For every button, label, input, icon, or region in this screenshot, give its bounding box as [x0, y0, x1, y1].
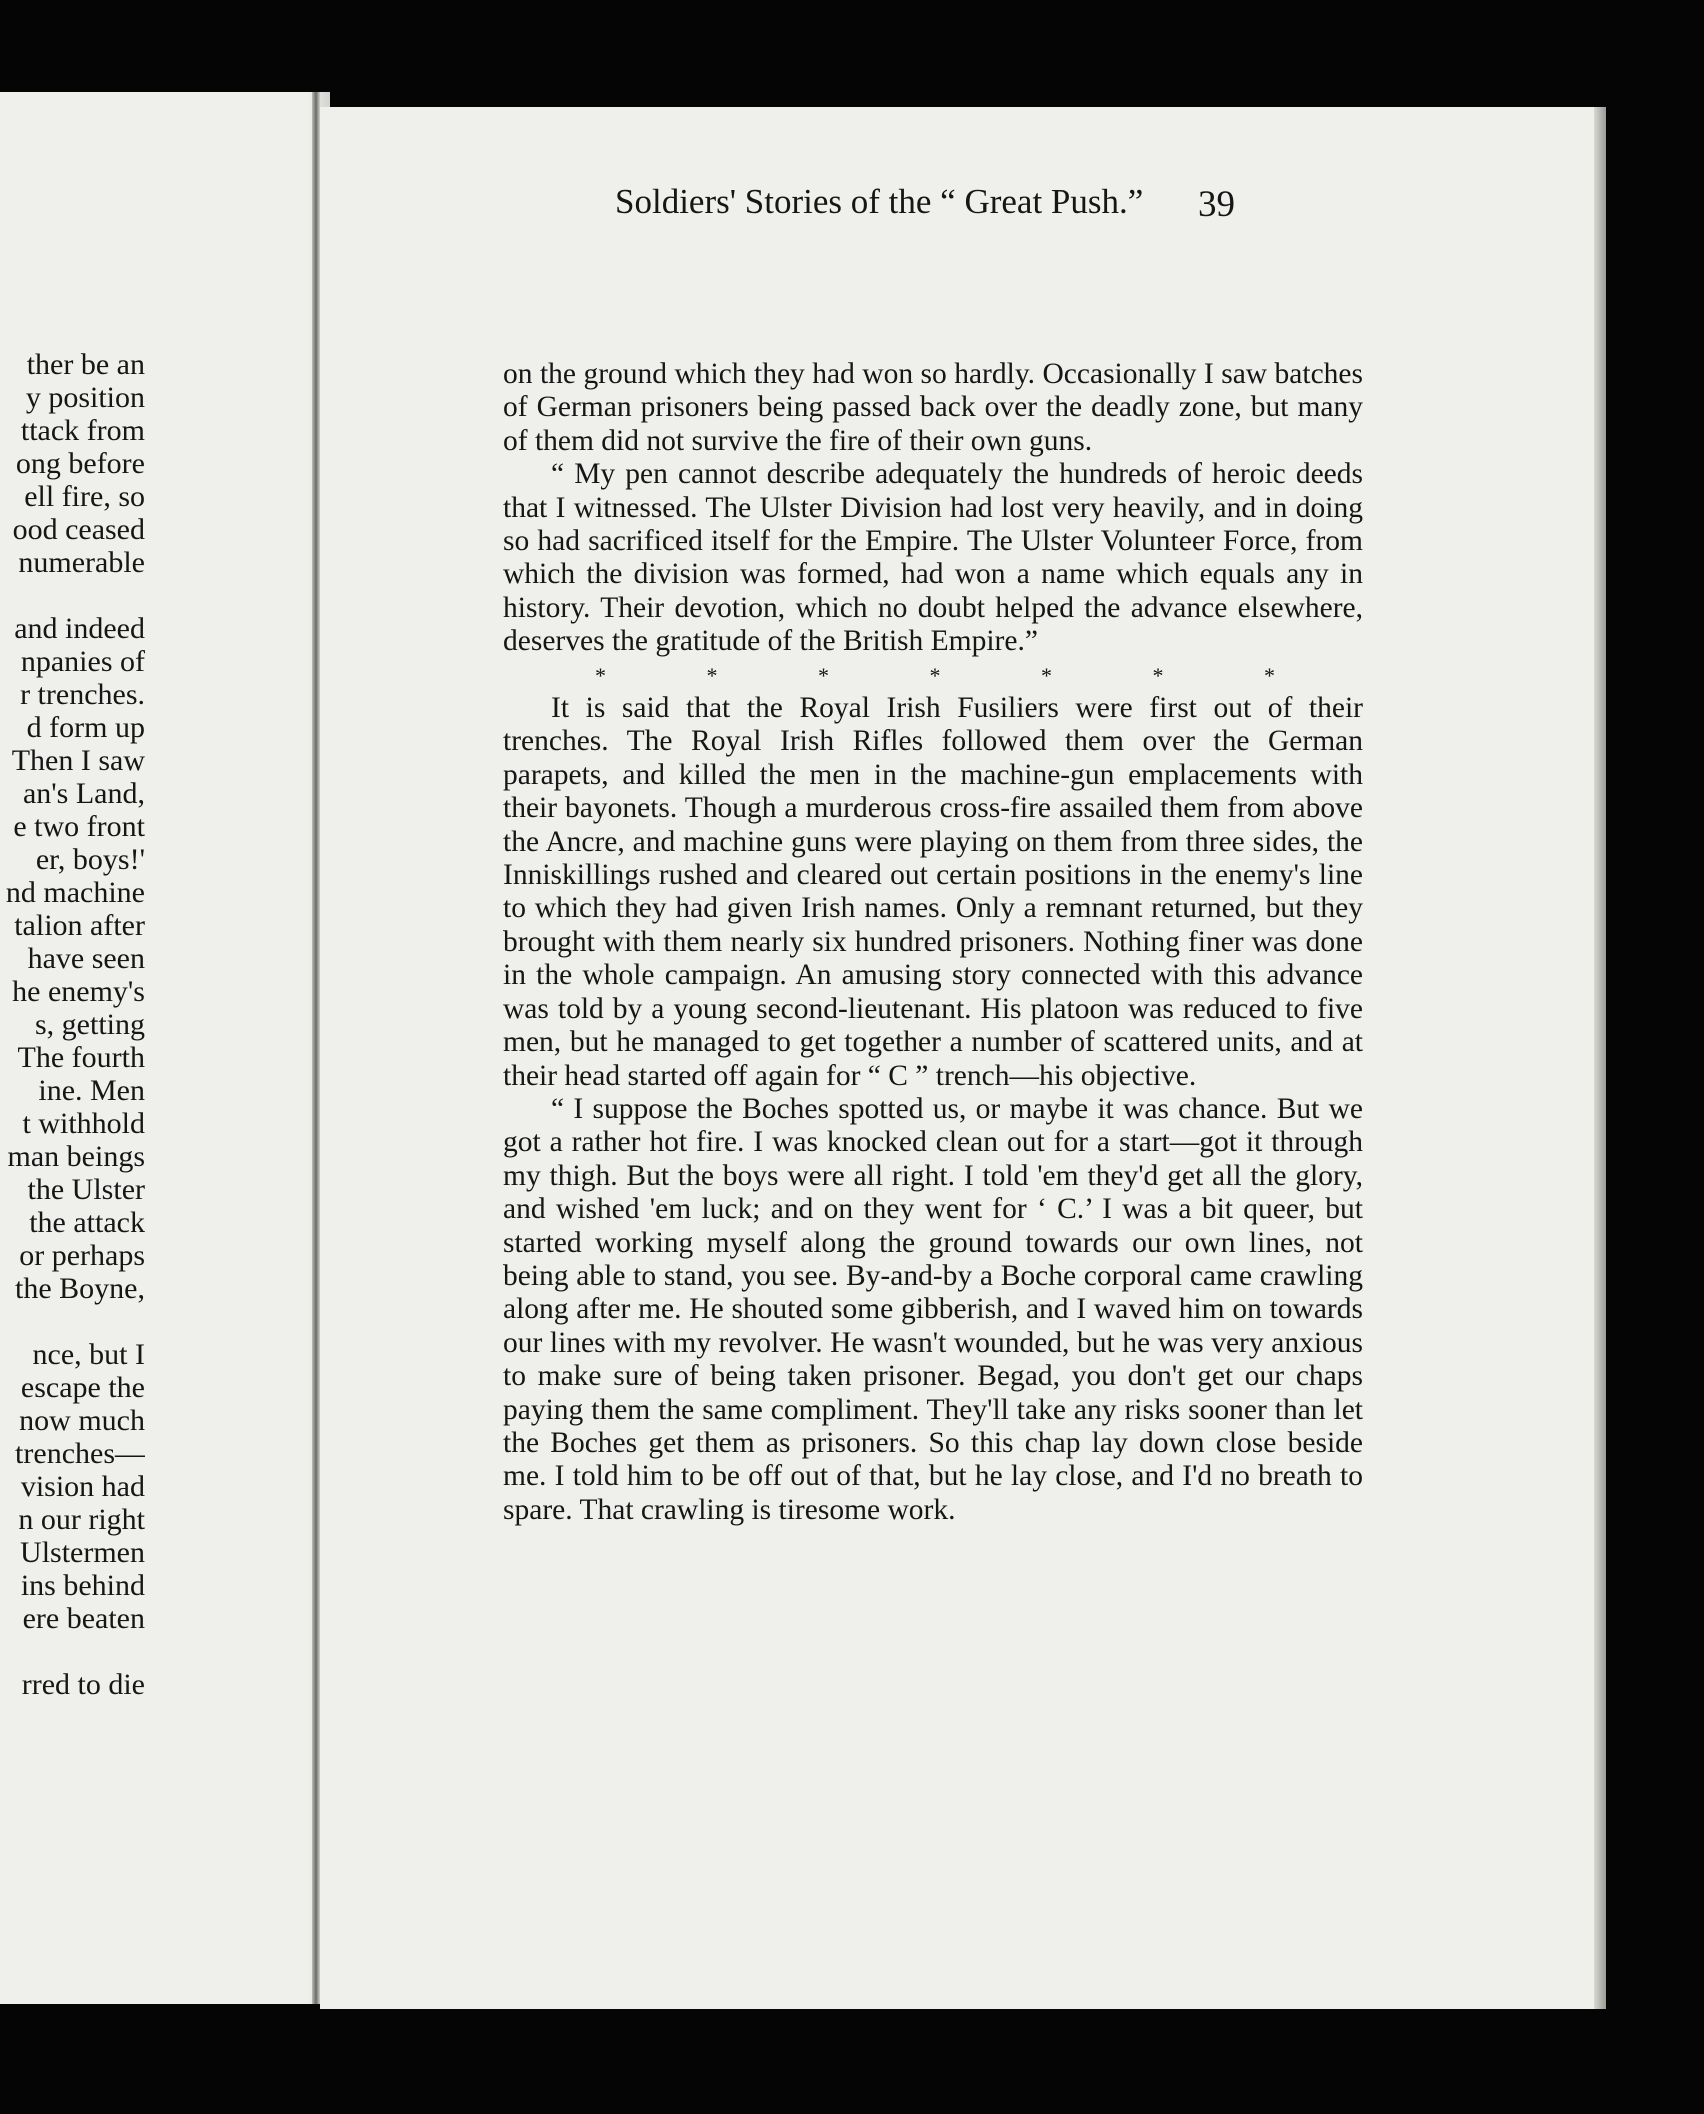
left-page-line: t withhold: [22, 1107, 145, 1140]
left-page-line: ine. Men: [38, 1074, 145, 1107]
page-edge: [1594, 107, 1606, 2009]
body-text: [503, 358, 1363, 1527]
left-page-line: npanies of: [20, 645, 145, 678]
left-page-line: and indeed: [14, 612, 145, 645]
left-page-line: ther be an: [26, 348, 145, 381]
paragraph-quote-heroic-deeds: “ My pen cannot describe adequately the hundreds of heroic deeds that I witnessed. The Ulster Division had lost very heavily, and in doing so had sacrificed itself for the Empire. The Ulster Volunteer Force, from which the division was formed, had won a name which equals any in history. Their devotion, which no doubt helped the advance elsewhere, deserves the gratitude of the British Empire.”: [503, 458, 1363, 658]
section-break-star: *: [706, 662, 718, 688]
left-page-line: he enemy's: [12, 975, 145, 1008]
left-page-line: nd machine: [5, 876, 145, 909]
left-page-line: ood ceased: [12, 513, 145, 546]
left-page-line: man beings: [7, 1140, 145, 1173]
left-page-line: Then I saw: [11, 744, 145, 777]
left-page-line: have seen: [27, 942, 145, 975]
left-page-line: numerable: [18, 546, 145, 579]
section-break: [595, 659, 1275, 692]
section-break-star: *: [929, 662, 941, 688]
left-page-line: ere beaten: [22, 1602, 145, 1635]
section-break-star: *: [1264, 662, 1275, 688]
left-page-line: the Ulster: [27, 1173, 145, 1206]
paragraph-continued: on the ground which they had won so hardly. Occasionally I saw batches of German prisoners being passed back over the deadly zone, but many of them did not survive the fire of their own guns.: [503, 358, 1363, 457]
left-page-line: s, getting: [35, 1008, 145, 1041]
left-page: [0, 92, 330, 2004]
left-page-line: r trenches.: [20, 678, 145, 711]
left-page-line: now much: [19, 1404, 145, 1437]
running-head: [195, 180, 1365, 230]
left-page-line: the Boyne,: [15, 1272, 145, 1305]
section-break-star: *: [818, 662, 829, 688]
left-page-line: d form up: [26, 711, 145, 744]
left-page-line: e two front: [13, 810, 145, 843]
left-page-line: vision had: [20, 1470, 145, 1503]
section-break-star: *: [595, 662, 606, 688]
left-page-line: The fourth: [17, 1041, 145, 1074]
left-page-line: er, boys!': [35, 843, 145, 876]
left-page-line: ins behind: [20, 1569, 145, 1602]
section-break-star: *: [1152, 662, 1164, 688]
left-page-line: ell fire, so: [24, 480, 145, 513]
left-page-line: Ulstermen: [20, 1536, 145, 1569]
left-page-line: talion after: [14, 909, 145, 942]
left-page-line: y position: [25, 381, 145, 414]
left-page-line: trenches—: [15, 1437, 145, 1470]
left-page-line: ong before: [15, 447, 145, 480]
left-page-line: an's Land,: [22, 777, 145, 810]
left-page-line: nce, but I: [32, 1338, 145, 1371]
left-page-line: or perhaps: [19, 1239, 145, 1272]
paragraph-royal-irish: It is said that the Royal Irish Fusiliers were first out of their trenches. The Royal Irish Rifles followed them over the German parapets, and killed the men in the machine-gun emplacements with their bayonets. Though a murderous cross-fire assailed them from above the Ancre, and machine guns were playing on them from three sides, the Inniskillings rushed and cleared out certain positions in the enemy's line to which they had given Irish names. Only a remnant returned, but they brought with them nearly six hundred prisoners. Nothing finer was done in the whole campaign. An amusing story connected with this advance was told by a young second-lieutenant. His platoon was reduced to five men, but he managed to get together a number of scattered units, and at their head started off again for “ C ” trench—his objective.: [503, 692, 1363, 1092]
left-page-line: rred to die: [21, 1668, 145, 1701]
section-break-star: *: [1041, 662, 1052, 688]
running-title: Soldiers' Stories of the “ Great Push.”: [615, 182, 1144, 221]
left-page-line: the attack: [29, 1206, 145, 1239]
book-spine: [312, 92, 320, 2004]
left-page-line: escape the: [20, 1371, 145, 1404]
paragraph-quote-boches: “ I suppose the Boches spotted us, or maybe it was chance. But we got a rather hot fire. I was knocked clean out for a start—got it through my thigh. But the boys were all right. I told 'em they'd get all the glory, and wished 'em luck; and on they went for ‘ C.’ I was a bit queer, but started working myself along the ground towards our own lines, not being able to stand, you see. By-and-by a Boche corporal came crawling along after me. He shouted some gibberish, and I waved him on towards our lines with my revolver. He wasn't wounded, but he was very anxious to make sure of being taken prisoner. Begad, you don't get our chaps paying them the same compliment. They'll take any risks sooner than let the Boches get them as prisoners. So this chap lay down close beside me. I told him to be off out of that, but he lay close, and I'd no breath to spare. That crawling is tiresome work.: [503, 1092, 1363, 1526]
left-page-line: ttack from: [20, 414, 145, 447]
page-number: 39: [1198, 184, 1235, 225]
left-page-line: n our right: [18, 1503, 145, 1536]
